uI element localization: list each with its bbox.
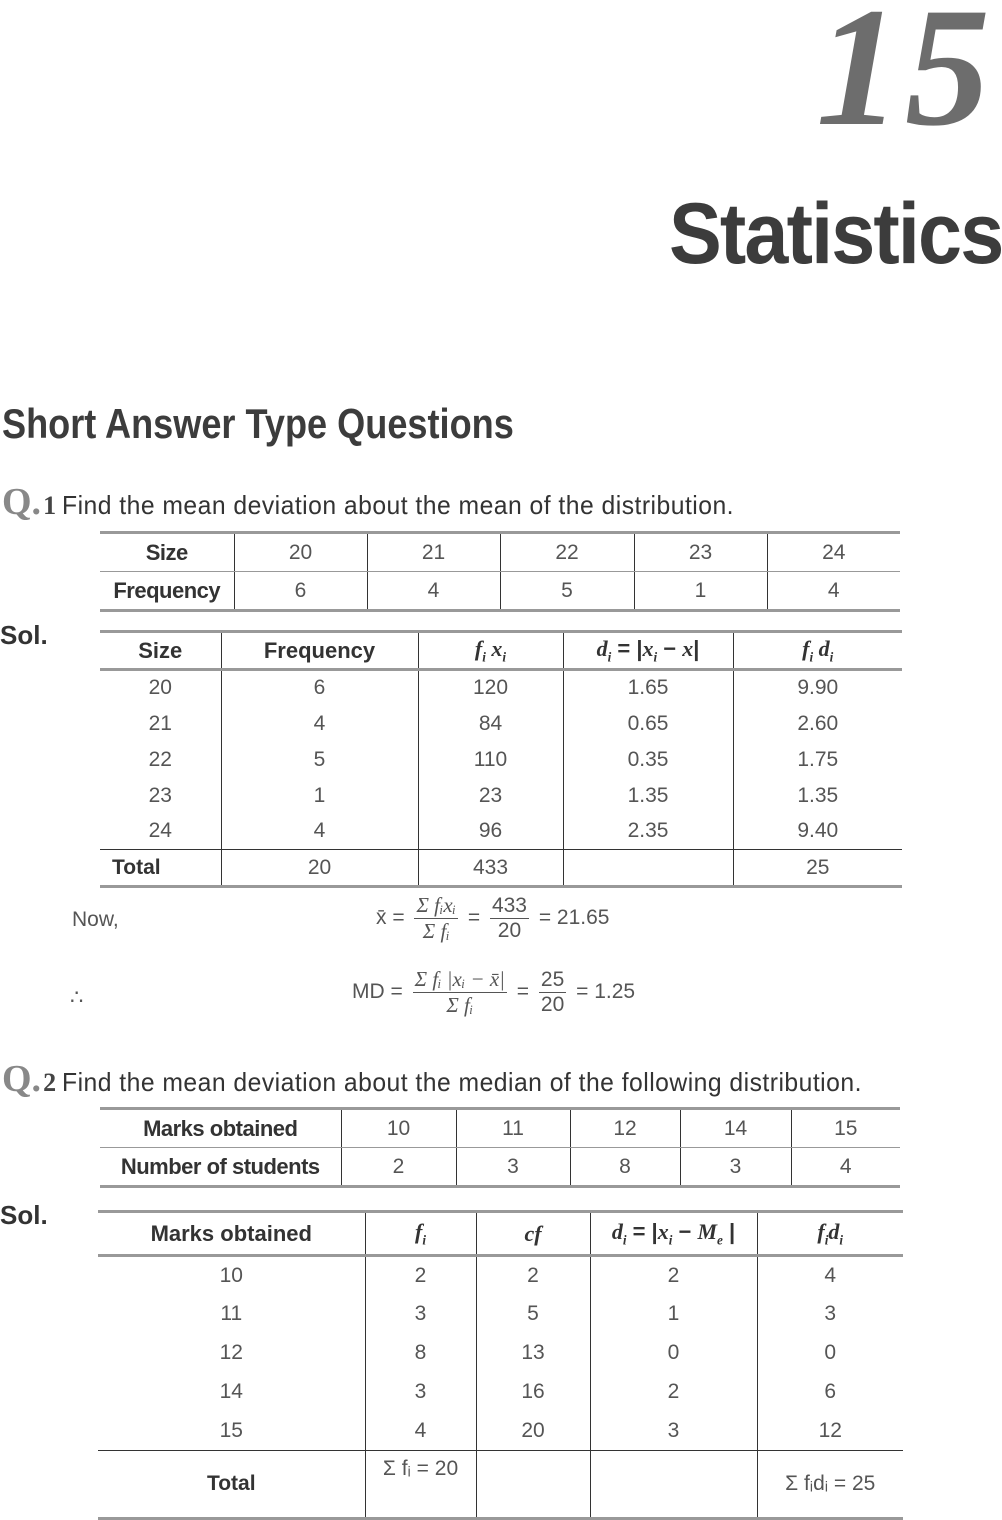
row-header: Size — [100, 533, 234, 572]
table-row — [98, 1334, 903, 1373]
table-cell: 2 — [476, 1256, 590, 1295]
header-text: d — [828, 1218, 840, 1244]
table-cell: 3 — [757, 1295, 903, 1334]
table-cell: 1.65 — [563, 670, 733, 706]
therefore-symbol: ∴ — [70, 986, 84, 1009]
column-header — [221, 632, 418, 670]
fraction — [414, 893, 458, 944]
table-cell: 20 — [234, 533, 367, 572]
numerator: Σ fᵢ |xᵢ − x̄| — [414, 967, 505, 991]
table-row — [100, 814, 902, 850]
question-number: 1 — [43, 491, 57, 520]
table-cell: 0 — [590, 1334, 757, 1373]
table-cell: 3 — [365, 1295, 476, 1334]
table-row — [100, 742, 902, 778]
table-row — [100, 533, 900, 572]
header-text: Size — [138, 637, 183, 663]
table-cell: 2.60 — [733, 706, 902, 742]
total-cell: Σ fᵢ = 20 — [365, 1451, 476, 1519]
header-text: x — [642, 635, 654, 661]
table-row — [98, 1256, 903, 1295]
header-text: i — [422, 1232, 426, 1248]
header-text: i — [653, 649, 658, 665]
question-label: Q. — [2, 1058, 42, 1100]
chapter-number: 15 — [816, 0, 994, 161]
header-text: f — [415, 1218, 423, 1244]
question-text: Find the mean deviation about the mean of the distribution. — [62, 490, 735, 520]
table-cell: 5 — [476, 1295, 590, 1334]
numerator: 433 — [491, 894, 527, 917]
fraction — [539, 968, 566, 1017]
table-cell: 8 — [570, 1148, 680, 1187]
header-text: | — [693, 635, 700, 661]
solution-label: Sol. — [0, 1200, 48, 1230]
formula-result: = 21.65 — [538, 906, 610, 930]
table-cell: 20 — [148, 676, 172, 700]
table-cell: 15 — [219, 1418, 243, 1442]
total-label: Total — [100, 850, 221, 887]
q1-data-table — [100, 531, 900, 612]
table-cell: 4 — [757, 1256, 903, 1295]
table-cell: 110 — [418, 742, 563, 778]
column-header — [757, 1212, 903, 1256]
denominator: Σ fᵢ — [422, 919, 450, 943]
header-text: x — [485, 635, 503, 661]
table-cell: 2 — [590, 1256, 757, 1295]
table-cell: 9.90 — [733, 670, 902, 706]
table-cell: 4 — [221, 706, 418, 742]
table-cell: 1.35 — [733, 778, 902, 814]
table-cell: 6 — [234, 572, 367, 611]
table-cell: 5 — [500, 572, 634, 611]
row-header: Number of students — [120, 1153, 320, 1179]
table-cell: 11 — [220, 1302, 243, 1325]
table-cell: 16 — [476, 1373, 590, 1412]
numerator: 25 — [540, 968, 565, 991]
total-row — [100, 850, 902, 887]
table-cell: 3 — [365, 1373, 476, 1412]
header-text: cf — [524, 1220, 542, 1246]
solution-label: Sol. — [0, 620, 48, 650]
table-cell: 8 — [365, 1334, 476, 1373]
question-1 — [2, 480, 769, 524]
table-row — [98, 1373, 903, 1412]
header-text: = | — [626, 1218, 658, 1244]
mean-deviation-formula — [352, 967, 635, 1018]
table-cell: 12 — [219, 1341, 243, 1364]
table-cell: 6 — [757, 1373, 903, 1412]
table-cell: 12 — [757, 1412, 903, 1451]
section-heading: Short Answer Type Questions — [2, 400, 514, 447]
table-cell: 22 — [148, 747, 172, 771]
formula-lhs: x̄ = — [376, 906, 405, 930]
table-cell: 2.35 — [563, 814, 733, 850]
table-cell: 0.65 — [563, 706, 733, 742]
total-cell — [590, 1451, 757, 1519]
denominator: Σ fᵢ — [446, 993, 474, 1017]
mean-formula — [376, 893, 609, 944]
header-text: f — [802, 635, 810, 661]
table-cell: 22 — [500, 533, 634, 572]
header-text: f — [817, 1218, 825, 1244]
total-cell: 433 — [418, 850, 563, 887]
table-cell: 12 — [570, 1109, 680, 1148]
column-header — [98, 1212, 365, 1256]
table-cell: 10 — [341, 1109, 456, 1148]
solution-2-table — [98, 1210, 903, 1520]
fraction — [490, 894, 529, 943]
now-label: Now, — [72, 908, 119, 931]
header-text: | — [722, 1218, 736, 1244]
column-header — [563, 632, 733, 670]
header-text: − — [672, 1218, 698, 1244]
column-header — [100, 632, 221, 670]
table-cell: 4 — [791, 1148, 900, 1187]
header-text: f — [474, 635, 483, 661]
table-row — [100, 778, 902, 814]
table-cell: 4 — [367, 572, 500, 611]
table-cell: 14 — [219, 1380, 243, 1403]
column-header — [476, 1212, 590, 1256]
equals: = — [516, 980, 530, 1004]
table-cell: 96 — [418, 814, 563, 850]
header-text: i — [839, 1232, 844, 1248]
header-row — [98, 1212, 903, 1256]
row-header: Marks obtained — [100, 1109, 341, 1148]
header-text: i — [668, 1232, 673, 1248]
total-row — [98, 1451, 903, 1519]
question-text: Find the mean deviation about the median of the following distribution. — [62, 1067, 862, 1097]
table-cell: 1.75 — [733, 742, 902, 778]
header-text: i — [502, 649, 507, 665]
table-cell: 21 — [367, 533, 500, 572]
table-cell: 4 — [221, 814, 418, 850]
header-text: M — [697, 1218, 718, 1244]
table-cell: 1 — [221, 778, 418, 814]
row-header: Frequency — [113, 577, 221, 603]
formula-result: = 1.25 — [576, 980, 636, 1004]
header-text: i — [622, 1232, 627, 1248]
question-number: 2 — [43, 1068, 57, 1097]
total-cell: 25 — [733, 850, 902, 887]
total-cell — [563, 850, 733, 887]
header-text: x — [657, 1218, 669, 1244]
q2-data-table — [100, 1107, 900, 1188]
table-cell: 0 — [757, 1334, 903, 1373]
header-text: i — [809, 649, 814, 665]
header-text: i — [607, 649, 612, 665]
table-cell: 3 — [456, 1148, 570, 1187]
header-text: x — [682, 635, 694, 661]
table-cell: 24 — [767, 533, 900, 572]
table-row — [100, 1109, 900, 1148]
table-cell: 23 — [634, 533, 767, 572]
total-label: Total — [98, 1451, 365, 1519]
header-text: e — [717, 1232, 723, 1248]
table-cell: 3 — [680, 1148, 791, 1187]
table-cell: 2 — [341, 1148, 456, 1187]
total-cell: 20 — [221, 850, 418, 887]
column-header — [590, 1212, 757, 1256]
denominator: 20 — [497, 919, 522, 942]
table-row — [98, 1412, 903, 1451]
table-row — [100, 572, 900, 611]
header-text: Marks obtained — [150, 1220, 312, 1246]
header-text: = | — [611, 635, 643, 661]
table-cell: 5 — [221, 742, 418, 778]
table-cell: 1 — [634, 572, 767, 611]
chapter-title: Statistics — [668, 186, 1002, 282]
header-row — [100, 632, 902, 670]
fraction — [413, 967, 507, 1018]
table-cell: 1 — [590, 1295, 757, 1334]
table-cell: 13 — [476, 1334, 590, 1373]
total-cell: Σ fᵢdᵢ = 25 — [757, 1451, 903, 1519]
table-cell: 4 — [365, 1412, 476, 1451]
table-row — [98, 1295, 903, 1334]
table-cell: 2 — [365, 1256, 476, 1295]
table-cell: 3 — [590, 1412, 757, 1451]
table-cell: 0.35 — [563, 742, 733, 778]
denominator: 20 — [540, 993, 565, 1016]
column-header — [733, 632, 902, 670]
table-cell: 6 — [221, 670, 418, 706]
equals: = — [467, 906, 481, 930]
table-cell: 2 — [590, 1373, 757, 1412]
table-cell: 11 — [456, 1109, 570, 1148]
table-row — [100, 706, 902, 742]
formula-lhs: MD = — [352, 980, 403, 1004]
header-text: d — [611, 1218, 623, 1244]
table-cell: 23 — [148, 783, 172, 807]
table-cell: 4 — [767, 572, 900, 611]
question-label: Q. — [2, 481, 42, 523]
numerator: Σ fᵢxᵢ — [416, 893, 456, 917]
header-text: d — [813, 635, 830, 661]
column-header — [365, 1212, 476, 1256]
table-cell: 120 — [418, 670, 563, 706]
table-cell: 14 — [680, 1109, 791, 1148]
header-text: d — [596, 635, 608, 661]
header-text: Frequency — [263, 637, 376, 663]
table-cell: 24 — [148, 819, 172, 843]
header-text: i — [482, 649, 486, 665]
header-text: − — [657, 635, 683, 661]
column-header — [418, 632, 563, 670]
table-cell: 23 — [418, 778, 563, 814]
table-cell: 21 — [148, 711, 172, 735]
table-cell: 9.40 — [733, 814, 902, 850]
table-cell: 10 — [219, 1263, 243, 1287]
header-text: i — [829, 649, 834, 665]
total-cell — [476, 1451, 590, 1519]
solution-1-table — [100, 630, 902, 888]
header-text: i — [824, 1232, 829, 1248]
table-row — [100, 1148, 900, 1187]
table-cell: 20 — [476, 1412, 590, 1451]
question-2 — [2, 1057, 904, 1101]
table-cell: 1.35 — [563, 778, 733, 814]
table-row — [100, 670, 902, 706]
table-cell: 15 — [791, 1109, 900, 1148]
table-cell: 84 — [418, 706, 563, 742]
